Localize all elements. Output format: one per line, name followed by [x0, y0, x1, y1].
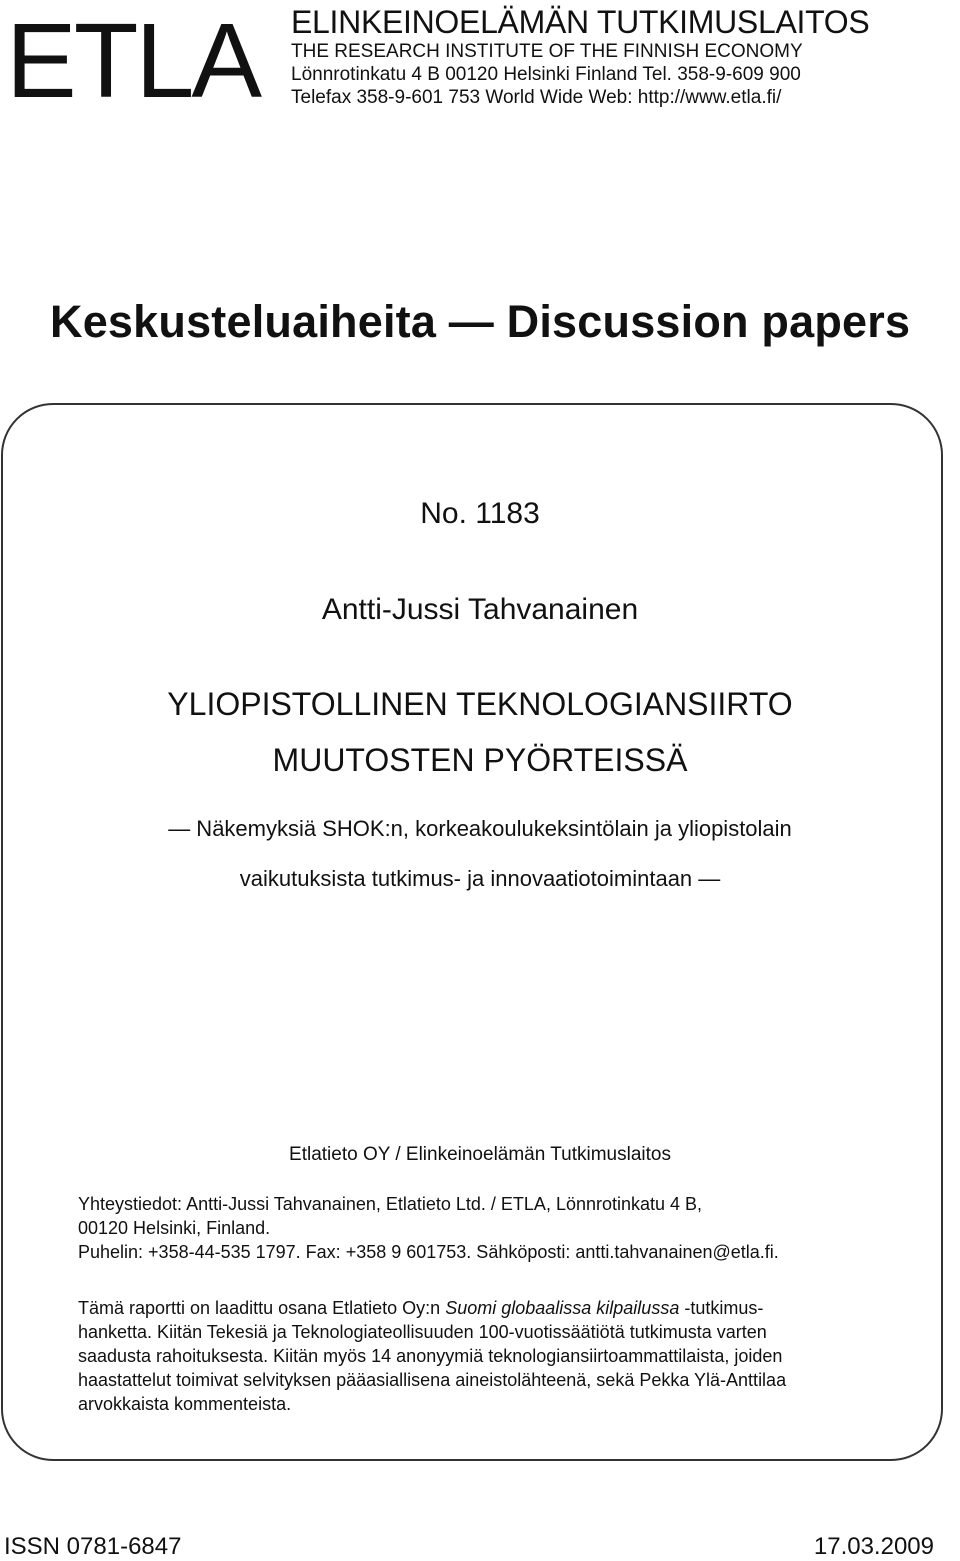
paper-subtitle-line-1: — Näkemyksiä SHOK:n, korkeakoulukeksintölain ja yliopistolain	[168, 816, 792, 841]
contact-info	[78, 1192, 908, 1264]
paper-title-line-1: YLIOPISTOLLINEN TEKNOLOGIANSIIRTO	[167, 686, 793, 722]
institute-name: ELINKEINOELÄMÄN TUTKIMUSLAITOS	[291, 4, 870, 40]
contact-line-2: 00120 Helsinki, Finland.	[78, 1218, 271, 1238]
institute-address: Lönnrotinkatu 4 B 00120 Helsinki Finland Tel. 358-9-609 900	[291, 64, 801, 85]
contact-line-1: Yhteystiedot: Antti-Jussi Tahvanainen, Etlatieto Ltd. / ETLA, Lönnrotinkatu 4 B,	[78, 1194, 703, 1214]
institute-header	[291, 4, 956, 109]
series-title: Keskusteluaiheita — Discussion papers	[50, 296, 911, 347]
funding-line-1	[78, 1296, 898, 1320]
paper-title-line-2: MUUTOSTEN PYÖRTEISSÄ	[272, 742, 688, 778]
funding-line-1-start: Tämä raportti on laadittu osana Etlatieto Oy:n	[78, 1298, 446, 1318]
issn-number: ISSN 0781-6847	[4, 1533, 182, 1560]
funding-line-4: haastattelut toimivat selvityksen pääasiallisena aineistolähteenä, sekä Pekka Ylä-Anttilaa	[78, 1370, 787, 1390]
institute-english-name: THE RESEARCH INSTITUTE OF THE FINNISH ECONOMY	[291, 41, 803, 62]
paper-author: Antti-Jussi Tahvanainen	[321, 593, 639, 626]
etla-logo: ETLA	[6, 2, 260, 120]
funding-line-5: arvokkaista kommenteista.	[78, 1394, 292, 1414]
publication-date: 17.03.2009	[813, 1533, 934, 1560]
funding-line-2: hanketta. Kiitän Tekesiä ja Teknologiateollisuuden 100-vuotissäätiötä tutkimusta varten	[78, 1322, 767, 1342]
project-name: Suomi globaalissa kilpailussa	[445, 1298, 680, 1318]
funding-acknowledgement	[78, 1296, 898, 1416]
publisher-line: Etlatieto OY / Elinkeinoelämän Tutkimuslaitos	[289, 1144, 671, 1165]
paper-subtitle-line-2: vaikutuksista tutkimus- ja innovaatiotoimintaan —	[239, 866, 721, 891]
contact-line-3: Puhelin: +358-44-535 1797. Fax: +358 9 601753. Sähköposti: antti.tahvanainen@etla.fi.	[78, 1242, 779, 1262]
funding-line-3: saadusta rahoituksesta. Kiitän myös 14 anonyymiä teknologiansiirtoammattilaista, joiden	[78, 1346, 783, 1366]
funding-line-1-end: -tutkimus-	[679, 1298, 764, 1318]
paper-number: No. 1183	[420, 497, 540, 530]
institute-contact: Telefax 358-9-601 753 World Wide Web: http://www.etla.fi/	[291, 87, 782, 108]
